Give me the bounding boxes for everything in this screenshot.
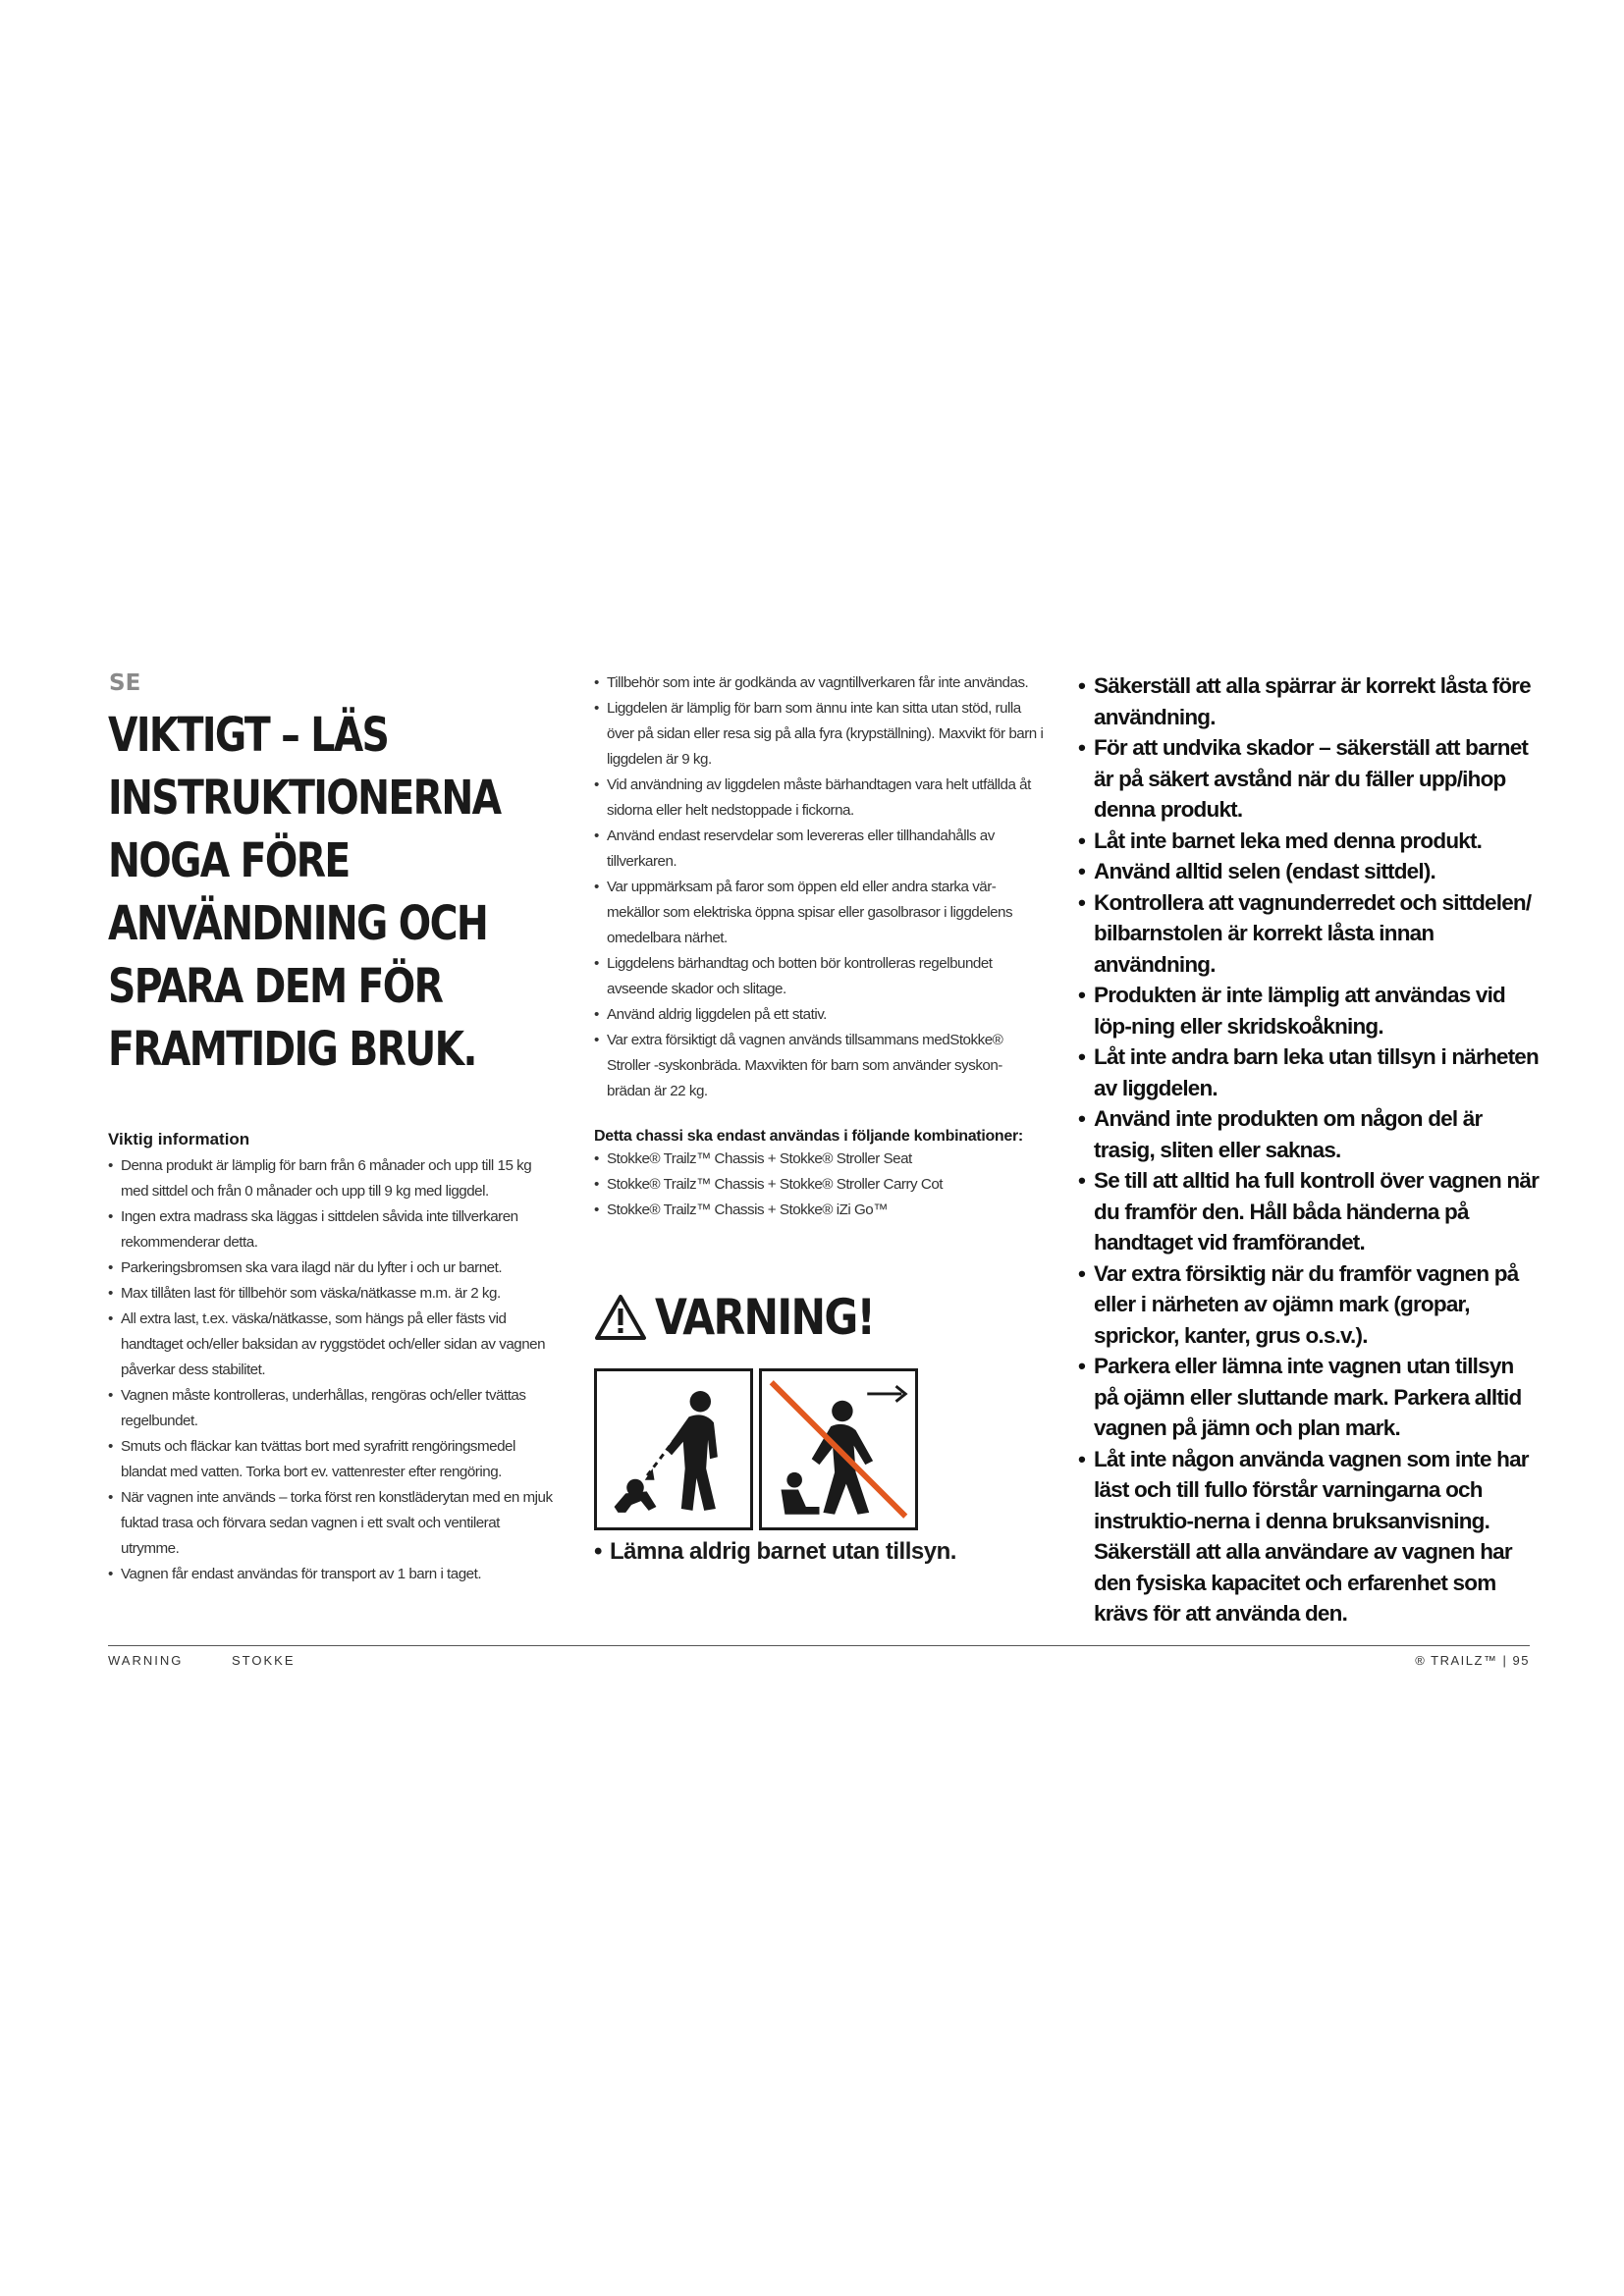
- combinations-list: [594, 1147, 1046, 1223]
- list-item: • Produkten är inte lämplig att användas vid löp-ning eller skridskoåkning.: [1078, 980, 1540, 1041]
- language-code: SE: [109, 670, 141, 696]
- list-item: • Stokke® Trailz™ Chassis + Stokke® iZi Go™: [594, 1198, 1046, 1223]
- info-list: [594, 670, 1046, 1104]
- adult-watching-child-icon: [597, 1371, 750, 1527]
- list-item: • Använd alltid selen (endast sittdel).: [1078, 856, 1540, 887]
- list-item: • Använd inte produkten om någon del är trasig, sliten eller saknas.: [1078, 1103, 1540, 1165]
- title-line: INSTRUKTIONERNA: [108, 771, 501, 826]
- footer-brand: STOKKE: [232, 1653, 296, 1668]
- warning-heading: [594, 1282, 1046, 1353]
- list-item: • Var extra försiktigt då vagnen används tillsammans medStokke® Stroller -syskonbräda. Maxvikten för barn som använder syskon-brädan är 22 kg.: [594, 1028, 1046, 1104]
- list-item: • Ingen extra madrass ska läggas i sittdelen såvida inte tillverkaren rekommenderar detta.: [108, 1204, 555, 1255]
- title-line: NOGA FÖRE: [108, 833, 350, 888]
- list-item: • Kontrollera att vagnunderredet och sittdelen/ bilbarnstolen är korrekt låsta innan användning.: [1078, 887, 1540, 981]
- footer-warning-label: WARNING: [108, 1653, 184, 1668]
- list-item: • Vid användning av liggdelen måste bärhandtagen vara helt utfällda åt sidorna eller helt nedstoppade i fickorna.: [594, 773, 1046, 824]
- list-item: • Använd aldrig liggdelen på ett stativ.: [594, 1002, 1046, 1028]
- list-item: • Tillbehör som inte är godkända av vagntillverkaren får inte användas.: [594, 670, 1046, 696]
- list-item: • Liggdelen är lämplig för barn som ännu inte kan sitta utan stöd, rulla över på sidan eller resa sig på alla fyra (krypställning). Maxvikt för barn i liggdelen är 9 kg.: [594, 696, 1046, 773]
- list-item: • Stokke® Trailz™ Chassis + Stokke® Stroller Carry Cot: [594, 1172, 1046, 1198]
- list-item: • Max tillåten last för tillbehör som väska/nätkasse m.m. är 2 kg.: [108, 1281, 555, 1307]
- warning-title: VARNING!: [655, 1289, 875, 1346]
- column-right: [1078, 670, 1540, 1629]
- list-item: • Parkera eller lämna inte vagnen utan tillsyn på ojämn eller sluttande mark. Parkera alltid vagnen på jämn och plan mark.: [1078, 1351, 1540, 1444]
- column-middle: [594, 670, 1046, 1566]
- combinations-heading: Detta chassi ska endast användas i följande kombinationer:: [594, 1128, 1023, 1145]
- warning-list: [1078, 670, 1540, 1629]
- list-item: • Var extra försiktig när du framför vagnen på eller i närheten av ojämn mark (gropar, sprickor, kanter, grus o.s.v.).: [1078, 1258, 1540, 1352]
- pictogram-adult-leaving-child: [759, 1368, 918, 1530]
- list-item: • Parkeringsbromsen ska vara ilagd när du lyfter i och ur barnet.: [108, 1255, 555, 1281]
- list-item: • Stokke® Trailz™ Chassis + Stokke® Stroller Seat: [594, 1147, 1046, 1172]
- section-heading: Viktig information: [108, 1130, 250, 1148]
- list-item: • Vagnen får endast användas för transport av 1 barn i taget.: [108, 1562, 555, 1587]
- list-item: • Säkerställ att alla spärrar är korrekt låsta före användning.: [1078, 670, 1540, 732]
- title-line: FRAMTIDIG BRUK.: [108, 1022, 476, 1077]
- list-item: • Använd endast reservdelar som levereras eller tillhandahålls av tillverkaren.: [594, 824, 1046, 875]
- list-item: • Var uppmärksam på faror som öppen eld eller andra starka vär-mekällor som elektriska öppna spisar eller gasolbrasor i liggdelens omedelbara närhet.: [594, 875, 1046, 951]
- pictogram-adult-watching-child: [594, 1368, 753, 1530]
- list-item: • Vagnen måste kontrolleras, underhållas, rengöras och/eller tvättas regelbundet.: [108, 1383, 555, 1434]
- warning-triangle-icon: [594, 1294, 647, 1341]
- list-item: • Liggdelens bärhandtag och botten bör kontrolleras regelbundet avseende skador och slitage.: [594, 951, 1046, 1002]
- list-item: • Denna produkt är lämplig för barn från 6 månader och upp till 15 kg med sittdel och från 0 månader och upp till 9 kg med liggdel.: [108, 1153, 555, 1204]
- list-item: • All extra last, t.ex. väska/nätkasse, som hängs på eller fästs vid handtaget och/eller baksidan av ryggstödet och/eller sidan av vagnen påverkar dess stabilitet.: [108, 1307, 555, 1383]
- pictogram-caption: • Lämna aldrig barnet utan tillsyn.: [594, 1538, 1046, 1566]
- list-item: • Se till att alltid ha full kontroll över vagnen när du framför den. Håll båda händerna på handtaget vid framförandet.: [1078, 1165, 1540, 1258]
- list-item: • Låt inte någon använda vagnen som inte har läst och till fullo förstår varningarna och instruktio-nerna i denna bruksanvisning. Säkerställ att alla användare av vagnen har den fysiska kapacitet och erfarenhet som krävs för att använda den.: [1078, 1444, 1540, 1629]
- list-item: • Låt inte barnet leka med denna produkt.: [1078, 826, 1540, 857]
- column-left: [108, 670, 555, 1587]
- footer-page-number: ® TRAILZ™ | 95: [1415, 1653, 1530, 1668]
- list-item: • När vagnen inte används – torka först ren konstläderytan med en mjuk fuktad trasa och förvara sedan vagnen i ett svalt och ventilerat utrymme.: [108, 1485, 555, 1562]
- warning-pictogram: [594, 1368, 918, 1528]
- adult-leaving-child-icon: [762, 1371, 915, 1527]
- list-item: • Smuts och fläckar kan tvättas bort med syrafritt rengöringsmedel blandat med vatten. Torka bort ev. vattenrester efter rengöring.: [108, 1434, 555, 1485]
- title-line: SPARA DEM FÖR: [108, 959, 443, 1014]
- page-title: [108, 704, 555, 1081]
- list-item: • Låt inte andra barn leka utan tillsyn i närheten av liggdelen.: [1078, 1041, 1540, 1103]
- footer-divider: [108, 1645, 1530, 1646]
- title-line: VIKTIGT – LÄS: [108, 708, 389, 763]
- info-list: [108, 1153, 555, 1587]
- list-item: • För att undvika skador – säkerställ att barnet är på säkert avstånd när du fäller upp/ihop denna produkt.: [1078, 732, 1540, 826]
- title-line: ANVÄNDNING OCH: [108, 896, 488, 951]
